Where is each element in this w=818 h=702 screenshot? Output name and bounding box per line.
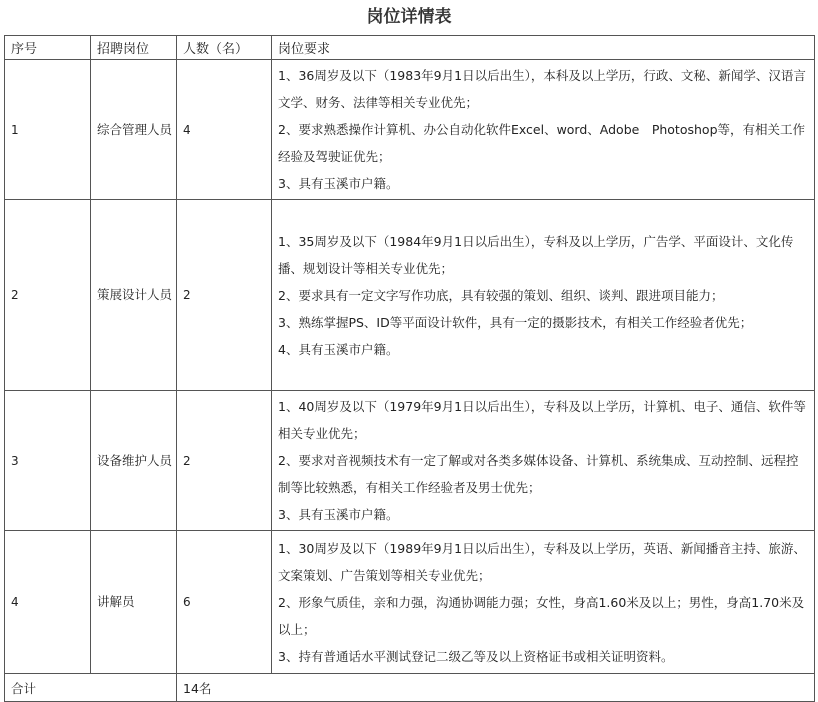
requirement-line: 3、持有普通话水平测试登记二级乙等及以上资格证书或相关证明资料。 bbox=[278, 648, 674, 664]
row-count: 2 bbox=[177, 391, 272, 531]
requirement-line: 2、要求具有一定文字写作功底，具有较强的策划、组织、谈判、跟进项目能力； bbox=[278, 287, 724, 303]
row-requirements bbox=[272, 200, 815, 391]
total-row bbox=[5, 674, 815, 702]
row-requirements bbox=[272, 391, 815, 531]
row-requirements bbox=[272, 531, 815, 674]
row-position: 策展设计人员 bbox=[91, 200, 177, 391]
requirement-line: 4、具有玉溪市户籍。 bbox=[278, 341, 399, 357]
header-row bbox=[5, 36, 815, 60]
row-requirements bbox=[272, 60, 815, 200]
requirement-line: 1、35周岁及以下（1984年9月1日以后出生），专科及以上学历，广告学、平面设计、文化传播、规划设计等相关专业优先； bbox=[278, 233, 794, 276]
row-count: 4 bbox=[177, 60, 272, 200]
row-index: 3 bbox=[5, 391, 91, 531]
header-requirements: 岗位要求 bbox=[272, 36, 815, 60]
table-title: 岗位详情表 bbox=[366, 7, 452, 27]
total-value: 14名 bbox=[177, 674, 815, 702]
header-index: 序号 bbox=[5, 36, 91, 60]
table-row bbox=[5, 60, 815, 200]
row-position: 综合管理人员 bbox=[91, 60, 177, 200]
table-row bbox=[5, 200, 815, 391]
requirement-line: 3、具有玉溪市户籍。 bbox=[278, 176, 399, 191]
header-count: 人数（名） bbox=[177, 36, 272, 60]
requirement-line: 2、要求对音视频技术有一定了解或对各类多媒体设备、计算机、系统集成、互动控制、远程控制等比较熟悉，有相关工作经验者及男士优先； bbox=[278, 453, 799, 495]
header-position: 招聘岗位 bbox=[91, 36, 177, 60]
requirement-line: 3、具有玉溪市户籍。 bbox=[278, 507, 399, 522]
row-position: 设备维护人员 bbox=[91, 391, 177, 531]
total-label: 合计 bbox=[5, 674, 177, 702]
table-row bbox=[5, 531, 815, 674]
row-index: 2 bbox=[5, 200, 91, 391]
requirement-line: 2、要求熟悉操作计算机、办公自动化软件Excel、word、Adobe Photoshop等，有相关工作经验及驾驶证优先； bbox=[278, 122, 806, 164]
requirement-line: 1、40周岁及以下（1979年9月1日以后出生），专科及以上学历，计算机、电子、通信、软件等相关专业优先； bbox=[278, 399, 806, 441]
requirement-line: 1、36周岁及以下（1983年9月1日以后出生），本科及以上学历，行政、文秘、新闻学、汉语言文学、财务、法律等相关专业优先； bbox=[278, 68, 806, 110]
requirement-line: 2、形象气质佳，亲和力强，沟通协调能力强；女性，身高1.60米及以上；男性，身高1.70米及以上； bbox=[278, 594, 805, 637]
requirement-line: 1、30周岁及以下（1989年9月1日以后出生），专科及以上学历，英语、新闻播音主持、旅游、文案策划、广告策划等相关专业优先； bbox=[278, 540, 806, 583]
positions-table bbox=[4, 35, 815, 702]
row-count: 2 bbox=[177, 200, 272, 391]
row-position: 讲解员 bbox=[91, 531, 177, 674]
row-index: 1 bbox=[5, 60, 91, 200]
row-count: 6 bbox=[177, 531, 272, 674]
row-index: 4 bbox=[5, 531, 91, 674]
requirement-line: 3、熟练掌握PS、ID等平面设计软件，具有一定的摄影技术，有相关工作经验者优先； bbox=[278, 314, 753, 330]
table-row bbox=[5, 391, 815, 531]
